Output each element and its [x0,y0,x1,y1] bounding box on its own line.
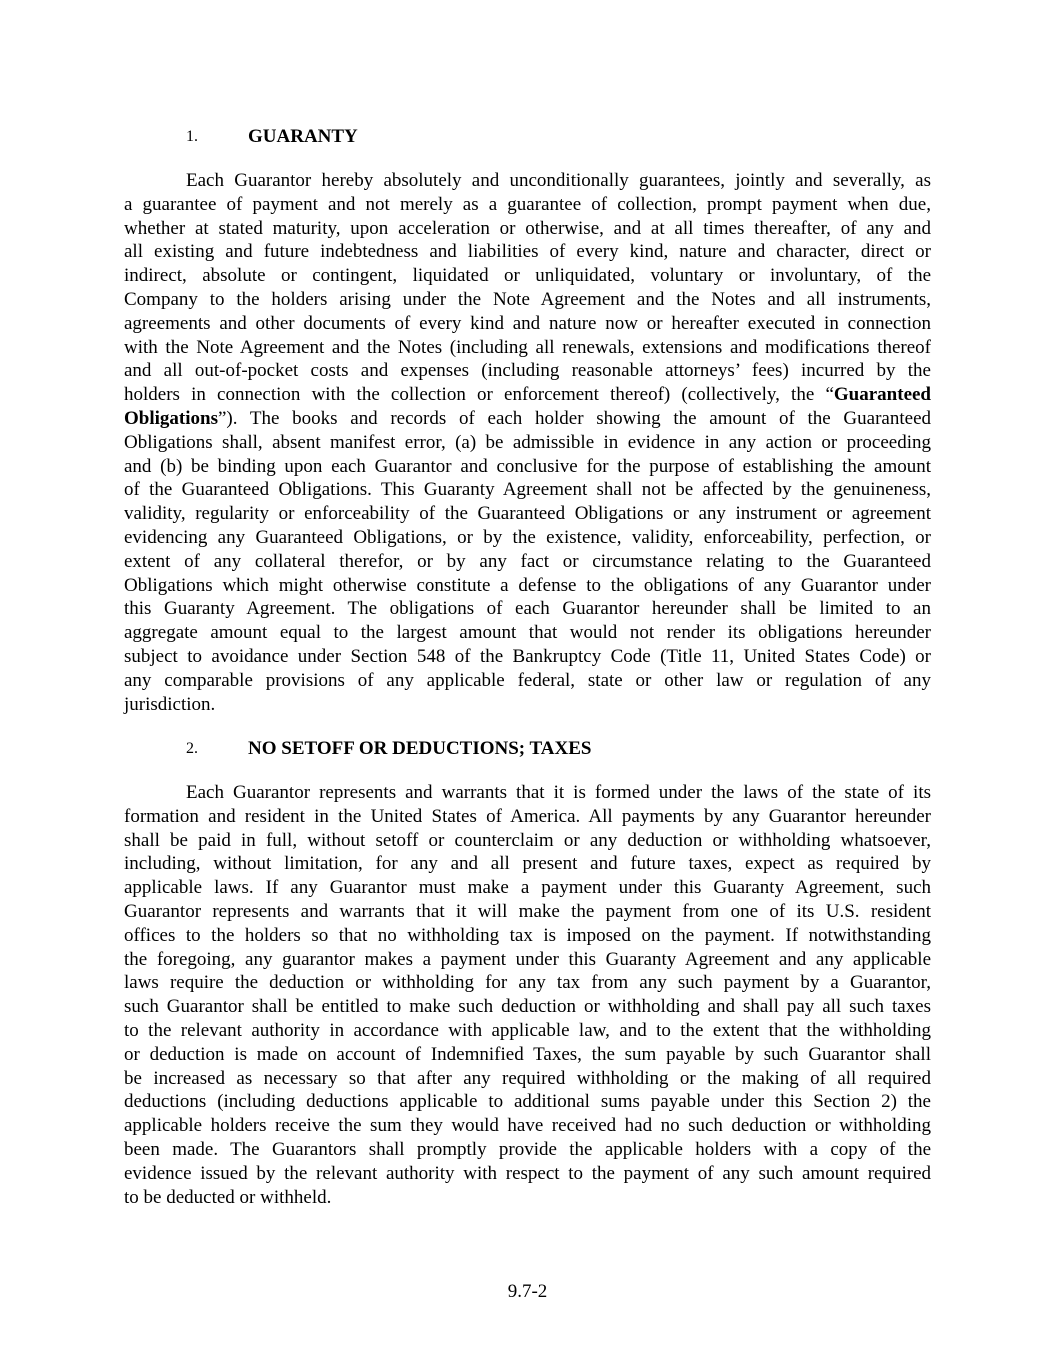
text-line: with the Note Agreement and the Notes (including all renewals, extensions and modifications thereof [124,336,931,358]
text-line: evidencing any Guaranteed Obligations, or by the existence, validity, enforceability, perfection, or [124,526,931,548]
text-segment: holders in connection with the collection or enforcement thereof) (collectively, the “ [124,384,834,406]
section-2-paragraph [124,781,931,1209]
text-line: including, without limitation, for any and all present and future taxes, expect as required by [124,853,931,875]
section-title: NO SETOFF OR DEDUCTIONS; TAXES [248,738,592,759]
defined-term: Obligations [124,407,218,429]
text-line: all existing and future indebtedness and liabilities of every kind, nature and character, direct or [124,241,931,263]
text-line: Each Guarantor represents and warrants that it is formed under the laws of the state of its [186,782,931,803]
text-line: be increased as necessary so that after any required withholding or the making of all required [124,1067,931,1089]
heading-section-1 [0,125,1055,149]
text-line: offices to the holders so that no withholding tax is imposed on the payment. If notwithstanding [124,924,931,946]
text-line: Obligations which might otherwise constitute a defense to the obligations of any Guarantor under [124,574,931,596]
text-line: validity, regularity or enforceability of the Guaranteed Obligations or any instrument or agreement [124,503,931,525]
text-line: subject to avoidance under Section 548 of the Bankruptcy Code (Title 11, United States Code) or [124,645,931,667]
text-line: whether at stated maturity, upon acceleration or otherwise, and at all times thereafter, of any and [124,217,931,239]
text-line: laws require the deduction or withholding for any tax from any such payment by a Guarantor, [124,972,931,994]
text-line: applicable laws. If any Guarantor must make a payment under this Guaranty Agreement, such [124,877,931,899]
text-line: this Guaranty Agreement. The obligations of each Guarantor hereunder shall be limited to an [124,598,931,620]
text-line: Guarantor represents and warrants that it will make the payment from one of its U.S. resident [124,900,931,922]
section-number: 2. [186,740,198,757]
text-line: extent of any collateral therefor, or by any fact or circumstance relating to the Guaranteed [124,550,931,572]
text-line: Obligations shall, absent manifest error, (a) be admissible in evidence in any action or proceeding [124,431,931,453]
text-line: to the relevant authority in accordance with applicable law, and to the extent that the withholding [124,1019,931,1041]
text-line: been made. The Guarantors shall promptly provide the applicable holders with a copy of the [124,1138,931,1160]
text-line: deductions (including deductions applicable to additional sums payable under this Section 2) the [124,1091,931,1113]
section-title: GUARANTY [248,126,358,147]
text-line: and all out-of-pocket costs and expenses (including reasonable attorneys’ fees) incurred by the [124,360,931,382]
text-line [124,383,931,407]
text-line: shall be paid in full, without setoff or counterclaim or any deduction or withholding whatsoever, [124,829,931,851]
text-line [124,407,931,431]
page-number: 9.7-2 [507,1281,548,1302]
text-line: any comparable provisions of any applicable federal, state or other law or regulation of any [124,669,931,691]
section-number: 1. [186,128,198,145]
defined-term: Guaranteed [833,384,931,406]
text-line: to be deducted or withheld. [124,1186,332,1208]
text-line: aggregate amount equal to the largest amount that would not render its obligations hereunder [124,622,931,644]
text-line: Each Guarantor hereby absolutely and unconditionally guarantees, jointly and severally, as [186,170,931,191]
text-line: the foregoing, any guarantor makes a payment under this Guaranty Agreement and any applicable [124,948,931,970]
text-line: formation and resident in the United States of America. All payments by any Guarantor hereunder [124,805,931,827]
text-line: of the Guaranteed Obligations. This Guaranty Agreement shall not be affected by the genuineness, [124,479,931,501]
heading-section-2 [0,737,1055,761]
text-line: indirect, absolute or contingent, liquidated or unliquidated, voluntary or involuntary, of the [124,265,931,287]
text-line: such Guarantor shall be entitled to make such deduction or withholding and shall pay all such taxes [124,996,931,1018]
text-line: applicable holders receive the sum they would have received had no such deduction or withholding [124,1115,931,1137]
text-line: jurisdiction. [124,693,216,715]
text-line: and (b) be binding upon each Guarantor and conclusive for the purpose of establishing the amount [124,455,931,477]
text-line: evidence issued by the relevant authority with respect to the payment of any such amount required [124,1162,931,1184]
text-line: Company to the holders arising under the Note Agreement and the Notes and all instruments, [124,288,931,310]
text-line: a guarantee of payment and not merely as a guarantee of collection, prompt payment when due, [124,193,931,215]
text-segment: ”). The books and records of each holder showing the amount of the Guaranteed [217,407,931,429]
text-line: agreements and other documents of every kind and nature now or hereafter executed in connection [124,312,931,334]
section-1-paragraph [124,169,931,716]
text-line: or deduction is made on account of Indemnified Taxes, the sum payable by such Guarantor shall [124,1043,931,1065]
